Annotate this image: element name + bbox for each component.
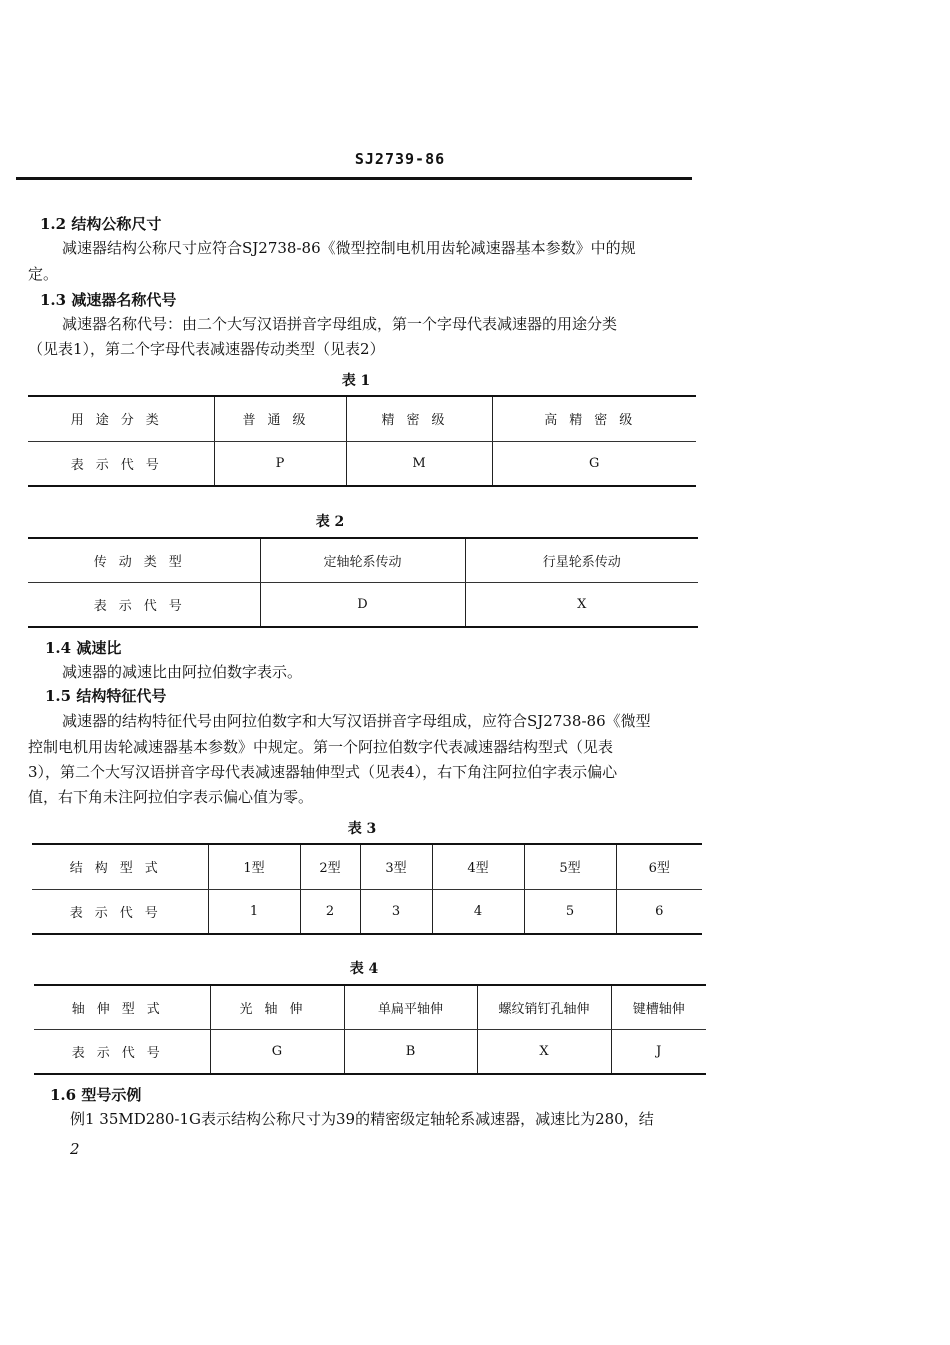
section-1-6-text-line1: 例1 35MD280-1G表示结构公称尺寸为39的精密级定轴轮系减速器，减速比为280，结 xyxy=(70,1110,654,1128)
table-3-header-cell: 3型 xyxy=(360,845,432,889)
table-2-cell: 表示代号 xyxy=(93,598,194,614)
table-2-cell: X xyxy=(465,582,698,626)
section-1-5-text-line1: 减速器的结构特征代号由阿拉伯数字和大写汉语拼音字母组成，应符合SJ2738-86《微型 xyxy=(62,712,651,730)
table-1-header-cell: 用途分类 xyxy=(28,397,214,441)
table-2-cell: D xyxy=(260,582,465,626)
table-4-header-cell: 键槽轴伸 xyxy=(611,986,706,1029)
table-2-caption: 表 2 xyxy=(315,514,345,530)
section-1-3-text-line2: （见表1），第二个字母代表减速器传动类型（见表2） xyxy=(28,340,385,358)
table-1-header-cell: 高精密级 xyxy=(492,397,696,441)
header-rule xyxy=(16,177,692,180)
section-1-2-text-line1: 减速器结构公称尺寸应符合SJ2738-86《微型控制电机用齿轮减速器基本参数》中的规 xyxy=(62,239,636,257)
document-code: SJ2739-86 xyxy=(354,150,446,168)
page-number: 2 xyxy=(70,1140,80,1158)
table-1-cell: 表示代号 xyxy=(70,457,171,473)
table-3-cell: 2 xyxy=(300,889,360,933)
section-1-5-text-line3: 3），第二个大写汉语拼音字母代表减速器轴伸型式（见表4），右下角注阿拉伯字表示偏心 xyxy=(28,763,618,781)
section-1-4-title: 1.4 减速比 xyxy=(45,639,122,657)
table-1-bottom-rule xyxy=(28,485,696,487)
table-3-cell: 3 xyxy=(360,889,432,933)
table-2-header-cell: 定轴轮系传动 xyxy=(260,539,465,582)
table-4-cell: X xyxy=(477,1029,611,1073)
table-1-cell: M xyxy=(346,441,492,485)
table-4-caption: 表 4 xyxy=(349,961,379,977)
table-1 xyxy=(28,397,696,485)
section-1-4-text-line1: 减速器的减速比由阿拉伯数字表示。 xyxy=(62,663,303,681)
table-4-header-cell: 单扁平轴伸 xyxy=(344,986,477,1029)
table-4-bottom-rule xyxy=(34,1073,706,1075)
section-1-2-text-line2: 定。 xyxy=(28,265,59,283)
table-2 xyxy=(28,539,698,626)
section-1-3-title: 1.3 减速器名称代号 xyxy=(40,291,177,309)
table-1-cell: G xyxy=(492,441,696,485)
table-2-bottom-rule xyxy=(28,626,698,628)
table-1-caption: 表 1 xyxy=(341,373,371,389)
section-1-6-title: 1.6 型号示例 xyxy=(50,1086,142,1104)
table-3-header-cell: 6型 xyxy=(616,845,702,889)
table-1-header-cell: 精密级 xyxy=(346,397,492,441)
table-3-cell: 1 xyxy=(208,889,300,933)
table-3-cell: 表示代号 xyxy=(69,905,170,921)
table-1-cell: P xyxy=(214,441,346,485)
section-1-3-text-line1: 减速器名称代号：由二个大写汉语拼音字母组成，第一个字母代表减速器的用途分类 xyxy=(62,315,618,333)
table-4-cell: G xyxy=(210,1029,344,1073)
table-3-caption: 表 3 xyxy=(347,821,377,837)
table-3-header-cell: 4型 xyxy=(432,845,524,889)
section-1-2-title: 1.2 结构公称尺寸 xyxy=(40,215,162,233)
section-1-5-text-line2: 控制电机用齿轮减速器基本参数》中规定。第一个阿拉伯数字代表减速器结构型式（见表 xyxy=(28,738,614,756)
table-4-header-cell: 光轴伸 xyxy=(210,986,344,1029)
table-4-header-cell: 轴伸型式 xyxy=(34,986,210,1029)
table-4-cell: J xyxy=(611,1029,706,1073)
table-3-cell: 5 xyxy=(524,889,616,933)
table-1-header-cell: 普通级 xyxy=(214,397,346,441)
table-3-header-cell: 2型 xyxy=(300,845,360,889)
table-3-cell: 6 xyxy=(616,889,702,933)
table-4-cell: 表示代号 xyxy=(71,1045,172,1061)
table-2-header-cell: 传动类型 xyxy=(28,539,260,582)
table-3-header-cell: 1型 xyxy=(208,845,300,889)
table-4-cell: B xyxy=(344,1029,477,1073)
section-1-5-text-line4: 值，右下角未注阿拉伯字表示偏心值为零。 xyxy=(28,788,314,806)
table-3-header-cell: 5型 xyxy=(524,845,616,889)
section-1-5-title: 1.5 结构特征代号 xyxy=(45,687,167,705)
table-3-header-cell: 结构型式 xyxy=(32,845,208,889)
table-2-header-cell: 行星轮系传动 xyxy=(465,539,698,582)
table-3-cell: 4 xyxy=(432,889,524,933)
table-3-bottom-rule xyxy=(32,933,702,935)
table-4 xyxy=(34,986,706,1073)
table-4-header-cell: 螺纹销钉孔轴伸 xyxy=(477,986,611,1029)
table-3 xyxy=(32,845,702,933)
